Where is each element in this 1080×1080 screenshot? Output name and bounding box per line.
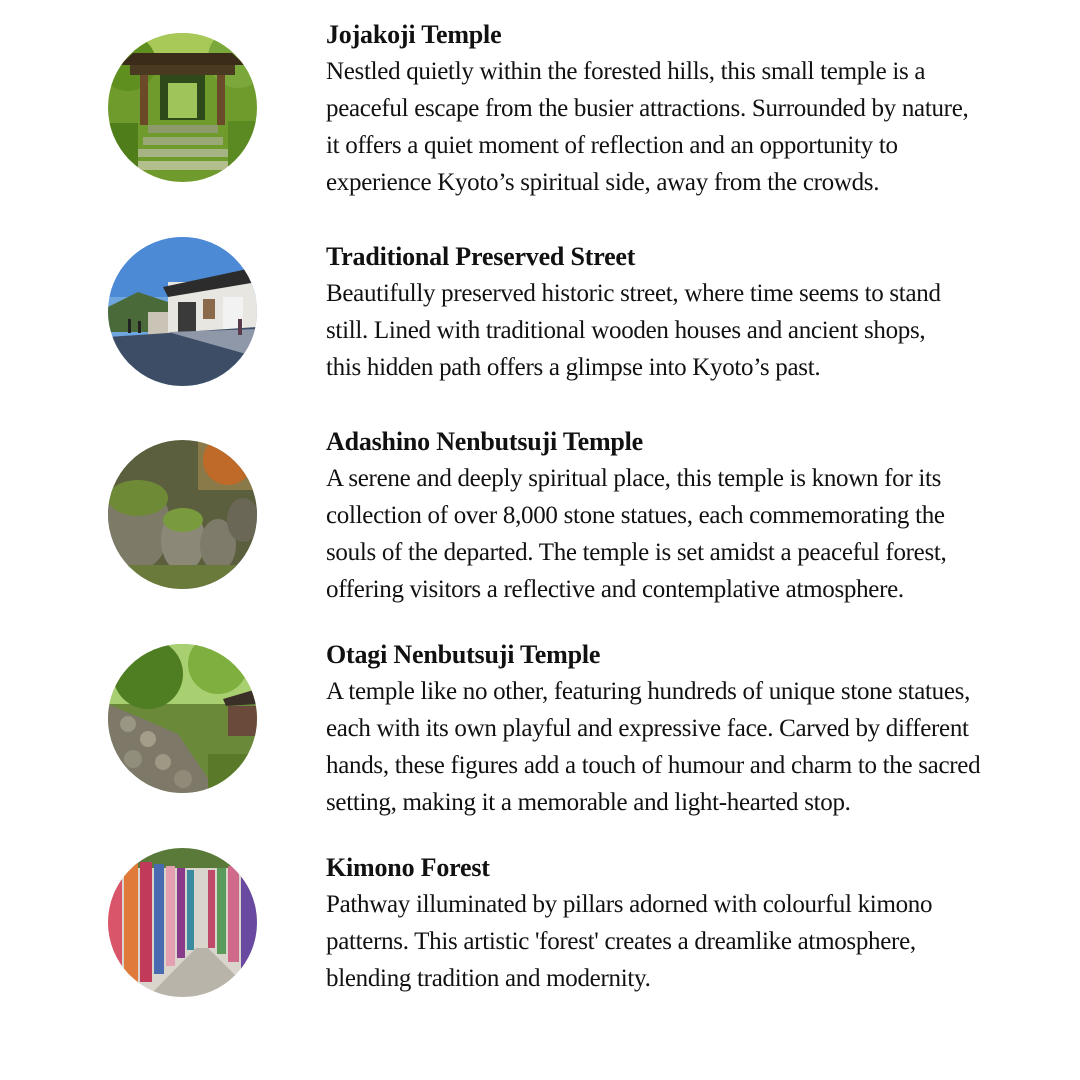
- attraction-title: Jojakoji Temple: [326, 20, 502, 49]
- attraction-title: Otagi Nenbutsuji Temple: [326, 640, 601, 669]
- historic-street-photo: [108, 237, 257, 386]
- attraction-title: Adashino Nenbutsuji Temple: [326, 427, 644, 456]
- attraction-description: Beautifully preserved historic street, where time seems to stand still. Lined with traditional wooden houses and ancient shops, this hidden path offers a glimpse into Kyoto’s past.: [326, 280, 941, 381]
- kimono-pillars-photo: [108, 848, 257, 997]
- attraction-title: Kimono Forest: [326, 853, 490, 882]
- attraction-description: Nestled quietly within the forested hills, this small temple is a peaceful escape from the busier attractions. Surrounded by nature, it offers a quiet moment of reflection and an opportunity to experience Kyoto’s spiritual side, away from the crowds.: [326, 58, 969, 196]
- mossy-statues-photo: [108, 644, 257, 793]
- attraction-description: Pathway illuminated by pillars adorned with colourful kimono patterns. This artistic 'forest' creates a dreamlike atmosphere, blending tradition and modernity.: [326, 891, 933, 992]
- stone-statues-photo: [108, 440, 257, 589]
- attraction-description: A serene and deeply spiritual place, this temple is known for its collection of over 8,000 stone statues, each commemorating the souls of the departed. The temple is set amidst a peaceful forest, offering visitors a reflective and contemplative atmosphere.: [326, 465, 947, 603]
- attraction-description: A temple like no other, featuring hundreds of unique stone statues, each with its own playful and expressive face. Carved by different hands, these figures add a touch of humour and charm to the sacred setting, making it a memorable and light-hearted stop.: [326, 678, 981, 816]
- temple-gate-photo: [108, 33, 257, 182]
- attraction-title: Traditional Preserved Street: [326, 242, 636, 271]
